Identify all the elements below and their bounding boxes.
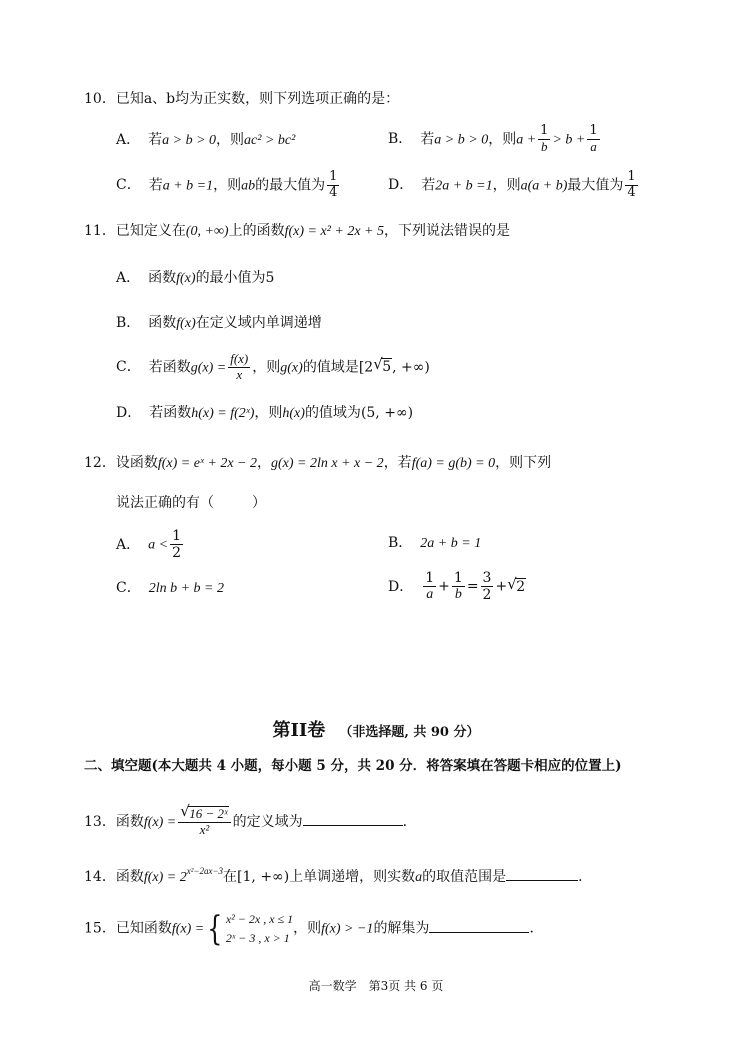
q12-math: f(a) = g(b) = 0 xyxy=(411,456,496,471)
fraction xyxy=(587,124,599,155)
fraction xyxy=(625,170,637,201)
q12-text: 设函数 xyxy=(115,455,158,471)
q11-option-d xyxy=(116,406,413,421)
radicand: 5 xyxy=(382,359,392,376)
fraction xyxy=(452,570,465,603)
option-text: 函数 xyxy=(148,270,177,286)
footer-text: 高一数学 第3页 共 6 页 xyxy=(308,979,444,993)
frac-den: b xyxy=(454,587,462,603)
option-label: A． xyxy=(116,132,141,148)
option-label: C． xyxy=(116,177,141,194)
q14-text: 在 xyxy=(223,869,238,885)
q15-math: f(x) = xyxy=(171,921,205,937)
operator: + xyxy=(495,578,508,595)
square-root xyxy=(507,574,526,595)
option-math: a + b =1 xyxy=(162,178,214,194)
option-label: C． xyxy=(116,580,141,596)
option-label: D． xyxy=(388,177,414,194)
operator: + xyxy=(438,578,450,595)
option-math: a + xyxy=(516,132,537,148)
exponent: x²−2ax−3 xyxy=(186,866,224,876)
q13-text: ． xyxy=(402,813,417,830)
answer-blank[interactable] xyxy=(506,880,578,881)
q10-option-c xyxy=(116,170,341,201)
q14 xyxy=(84,866,593,885)
q11-math: f(x) = x² + 2x + 5 xyxy=(284,224,384,239)
frac-den: b xyxy=(541,138,548,154)
frac-num: f(x) xyxy=(230,351,249,366)
frac-den: 4 xyxy=(329,184,338,200)
option-text: 若 xyxy=(148,132,163,148)
piecewise-row: 2ˣ − 3 , x > 1 xyxy=(225,930,290,945)
option-text: 的最大值为 xyxy=(255,177,326,194)
option-label: B． xyxy=(388,131,413,148)
fraction xyxy=(538,124,550,155)
fraction xyxy=(327,170,339,201)
operator: = xyxy=(466,578,479,595)
q15-text: 的解集为 xyxy=(373,920,430,937)
q13-number: 13． xyxy=(84,813,116,830)
option-math: f(x) xyxy=(176,271,196,286)
q14-number: 14． xyxy=(84,869,116,885)
q10-option-b xyxy=(388,124,602,155)
q12-stem-line2 xyxy=(116,496,266,510)
option-label: A． xyxy=(116,536,141,553)
frac-num: 1 xyxy=(453,570,463,586)
q12-option-d xyxy=(388,570,526,603)
q15-number: 15． xyxy=(84,920,116,937)
q10-option-d xyxy=(388,170,640,201)
option-label: B． xyxy=(388,535,413,551)
q11-option-a xyxy=(116,271,274,286)
q11-text: ，下列说法错误的是 xyxy=(384,223,510,239)
q11-option-c xyxy=(116,352,430,383)
q12-math: g(x) = 2ln x + x − 2 xyxy=(270,456,384,471)
piecewise-row: x² − 2x , x ≤ 1 xyxy=(225,912,294,926)
option-math: a(a + b) xyxy=(520,178,568,194)
frac-num: 1 xyxy=(589,123,598,138)
option-text: 若 xyxy=(421,177,436,194)
option-text: 若 xyxy=(420,131,435,148)
square-root xyxy=(180,802,228,822)
q13 xyxy=(84,802,417,838)
option-text: 若 xyxy=(148,177,163,194)
q12-stem xyxy=(84,456,551,471)
option-math: , +∞) xyxy=(392,359,430,376)
option-math: a < xyxy=(148,537,169,553)
fraction xyxy=(170,528,183,561)
fraction xyxy=(228,352,250,383)
frac-num: 1 xyxy=(627,169,636,184)
option-text: 最大值为 xyxy=(567,177,624,194)
frac-den: 2 xyxy=(482,587,492,604)
frac-den: 2 xyxy=(172,545,181,562)
option-math: 2ln b + b = 2 xyxy=(148,581,225,596)
q12-number: 12． xyxy=(84,455,116,471)
option-math: h(x) = f(2ˣ) xyxy=(191,406,255,421)
option-text: 函数 xyxy=(148,315,177,331)
q14-text: 的取值范围是 xyxy=(422,869,507,885)
option-text: ，则 xyxy=(492,177,521,194)
option-label: D． xyxy=(116,405,142,421)
q11-text: 上的函数 xyxy=(228,223,285,239)
option-math: > b + xyxy=(552,132,586,148)
q12-option-c xyxy=(116,581,224,596)
q11-option-b xyxy=(116,316,322,331)
radicand: 16 − 2ˣ xyxy=(189,806,228,821)
option-math: ab xyxy=(241,178,256,194)
option-text: 若函数 xyxy=(148,359,191,376)
option-text: 的值域是 xyxy=(302,359,359,376)
q15-text: 已知函数 xyxy=(115,920,172,937)
q14-text: 函数 xyxy=(115,869,144,885)
q14-text: ． xyxy=(578,869,593,885)
option-label: A． xyxy=(116,270,141,286)
q14-math: f(x) = 2 xyxy=(143,870,187,885)
frac-num: 1 xyxy=(540,123,549,138)
frac-den: a xyxy=(426,587,434,603)
square-root xyxy=(373,355,392,376)
radicand: 2 xyxy=(516,578,526,595)
q12-text: 说法正确的有（ xyxy=(116,495,214,511)
option-math: g(x) xyxy=(280,360,303,376)
q12-math: f(x) = eˣ + 2x − 2 xyxy=(157,456,257,471)
radical-sign-icon: √ xyxy=(373,355,383,374)
frac-num: 1 xyxy=(329,169,338,184)
frac-den: 4 xyxy=(627,184,636,200)
option-math: a > b > 0 xyxy=(434,132,489,148)
q12-text: ，则下列 xyxy=(495,455,552,471)
option-text: ，则 xyxy=(254,405,283,421)
brace-icon: { xyxy=(207,908,223,949)
piecewise-rows xyxy=(226,910,293,947)
q11-stem xyxy=(84,224,510,239)
option-math: f(x) xyxy=(176,316,196,331)
frac-num: 3 xyxy=(482,570,492,586)
option-math: ac² > bc² xyxy=(244,133,296,148)
q11-number: 11． xyxy=(84,223,116,239)
option-text: 的值域为 xyxy=(304,405,361,421)
fraction xyxy=(423,570,436,603)
q10-stem xyxy=(84,92,399,106)
option-math: h(x) xyxy=(282,406,305,421)
frac-num xyxy=(178,802,230,823)
frac-den: a xyxy=(590,138,597,154)
q14-text: 上单调递增，则实数 xyxy=(289,869,416,885)
fraction xyxy=(481,570,494,603)
q12-option-a xyxy=(116,528,185,561)
option-label: D． xyxy=(388,578,414,595)
section-title: 第II卷 xyxy=(272,720,326,741)
q13-math: f(x) = xyxy=(143,814,177,830)
frac-den: x² xyxy=(199,821,210,837)
section-subtitle: （非选择题, 共 90 分） xyxy=(339,725,480,740)
q12-text: ） xyxy=(252,495,266,511)
q11-text: 已知定义在 xyxy=(115,223,186,239)
option-label: B． xyxy=(116,315,141,331)
fill-in-heading xyxy=(84,760,622,774)
frac-num: 1 xyxy=(172,528,181,544)
option-math: 2a + b =1 xyxy=(435,178,493,194)
option-text: ，则 xyxy=(252,359,281,376)
section-ii-title xyxy=(0,716,752,742)
option-math: 2a + b = 1 xyxy=(420,536,482,551)
q14-math: [1, +∞) xyxy=(237,869,290,885)
q12-text: ， xyxy=(256,455,271,471)
q11-math: (0, +∞) xyxy=(185,224,229,239)
option-math: (5, +∞) xyxy=(360,405,414,421)
q12-option-b xyxy=(388,536,481,551)
q15-text: ． xyxy=(529,920,544,937)
q14-math: a xyxy=(415,870,423,885)
q15-math: f(x) > −1 xyxy=(321,921,374,937)
option-math: g(x) = xyxy=(190,360,227,376)
option-math: [2 xyxy=(358,359,374,376)
section-heading: 二、填空题(本大题共 4 小题，每小题 5 分，共 20 分．将答案填在答题卡相应的位置上) xyxy=(84,758,622,774)
answer-blank[interactable] xyxy=(303,825,403,826)
q13-text: 的定义域为 xyxy=(232,813,303,830)
q10-option-a xyxy=(116,133,295,148)
fraction xyxy=(178,802,230,838)
option-text: ，则 xyxy=(216,132,245,148)
piecewise-function xyxy=(204,910,293,947)
option-text: 在定义域内单调递增 xyxy=(195,315,322,331)
option-label: C． xyxy=(116,359,141,376)
q13-text: 函数 xyxy=(115,813,144,830)
answer-blank[interactable] xyxy=(429,932,529,933)
q15 xyxy=(84,910,543,947)
option-math: a > b > 0 xyxy=(162,133,217,148)
frac-den: x xyxy=(236,366,243,382)
q12-text: ，若 xyxy=(383,455,412,471)
q10-text: 已知a、b均为正实数，则下列选项正确的是： xyxy=(115,91,400,107)
radical-sign-icon: √ xyxy=(180,802,190,820)
option-text: ，则 xyxy=(488,131,517,148)
option-text: ，则 xyxy=(213,177,242,194)
page-footer xyxy=(0,977,752,994)
option-text: 若函数 xyxy=(149,405,192,421)
q15-text: ，则 xyxy=(293,920,322,937)
option-text: 的最小值为5 xyxy=(195,270,275,286)
frac-num: 1 xyxy=(425,570,435,586)
q10-number: 10． xyxy=(84,91,116,107)
radical-sign-icon: √ xyxy=(507,574,517,593)
